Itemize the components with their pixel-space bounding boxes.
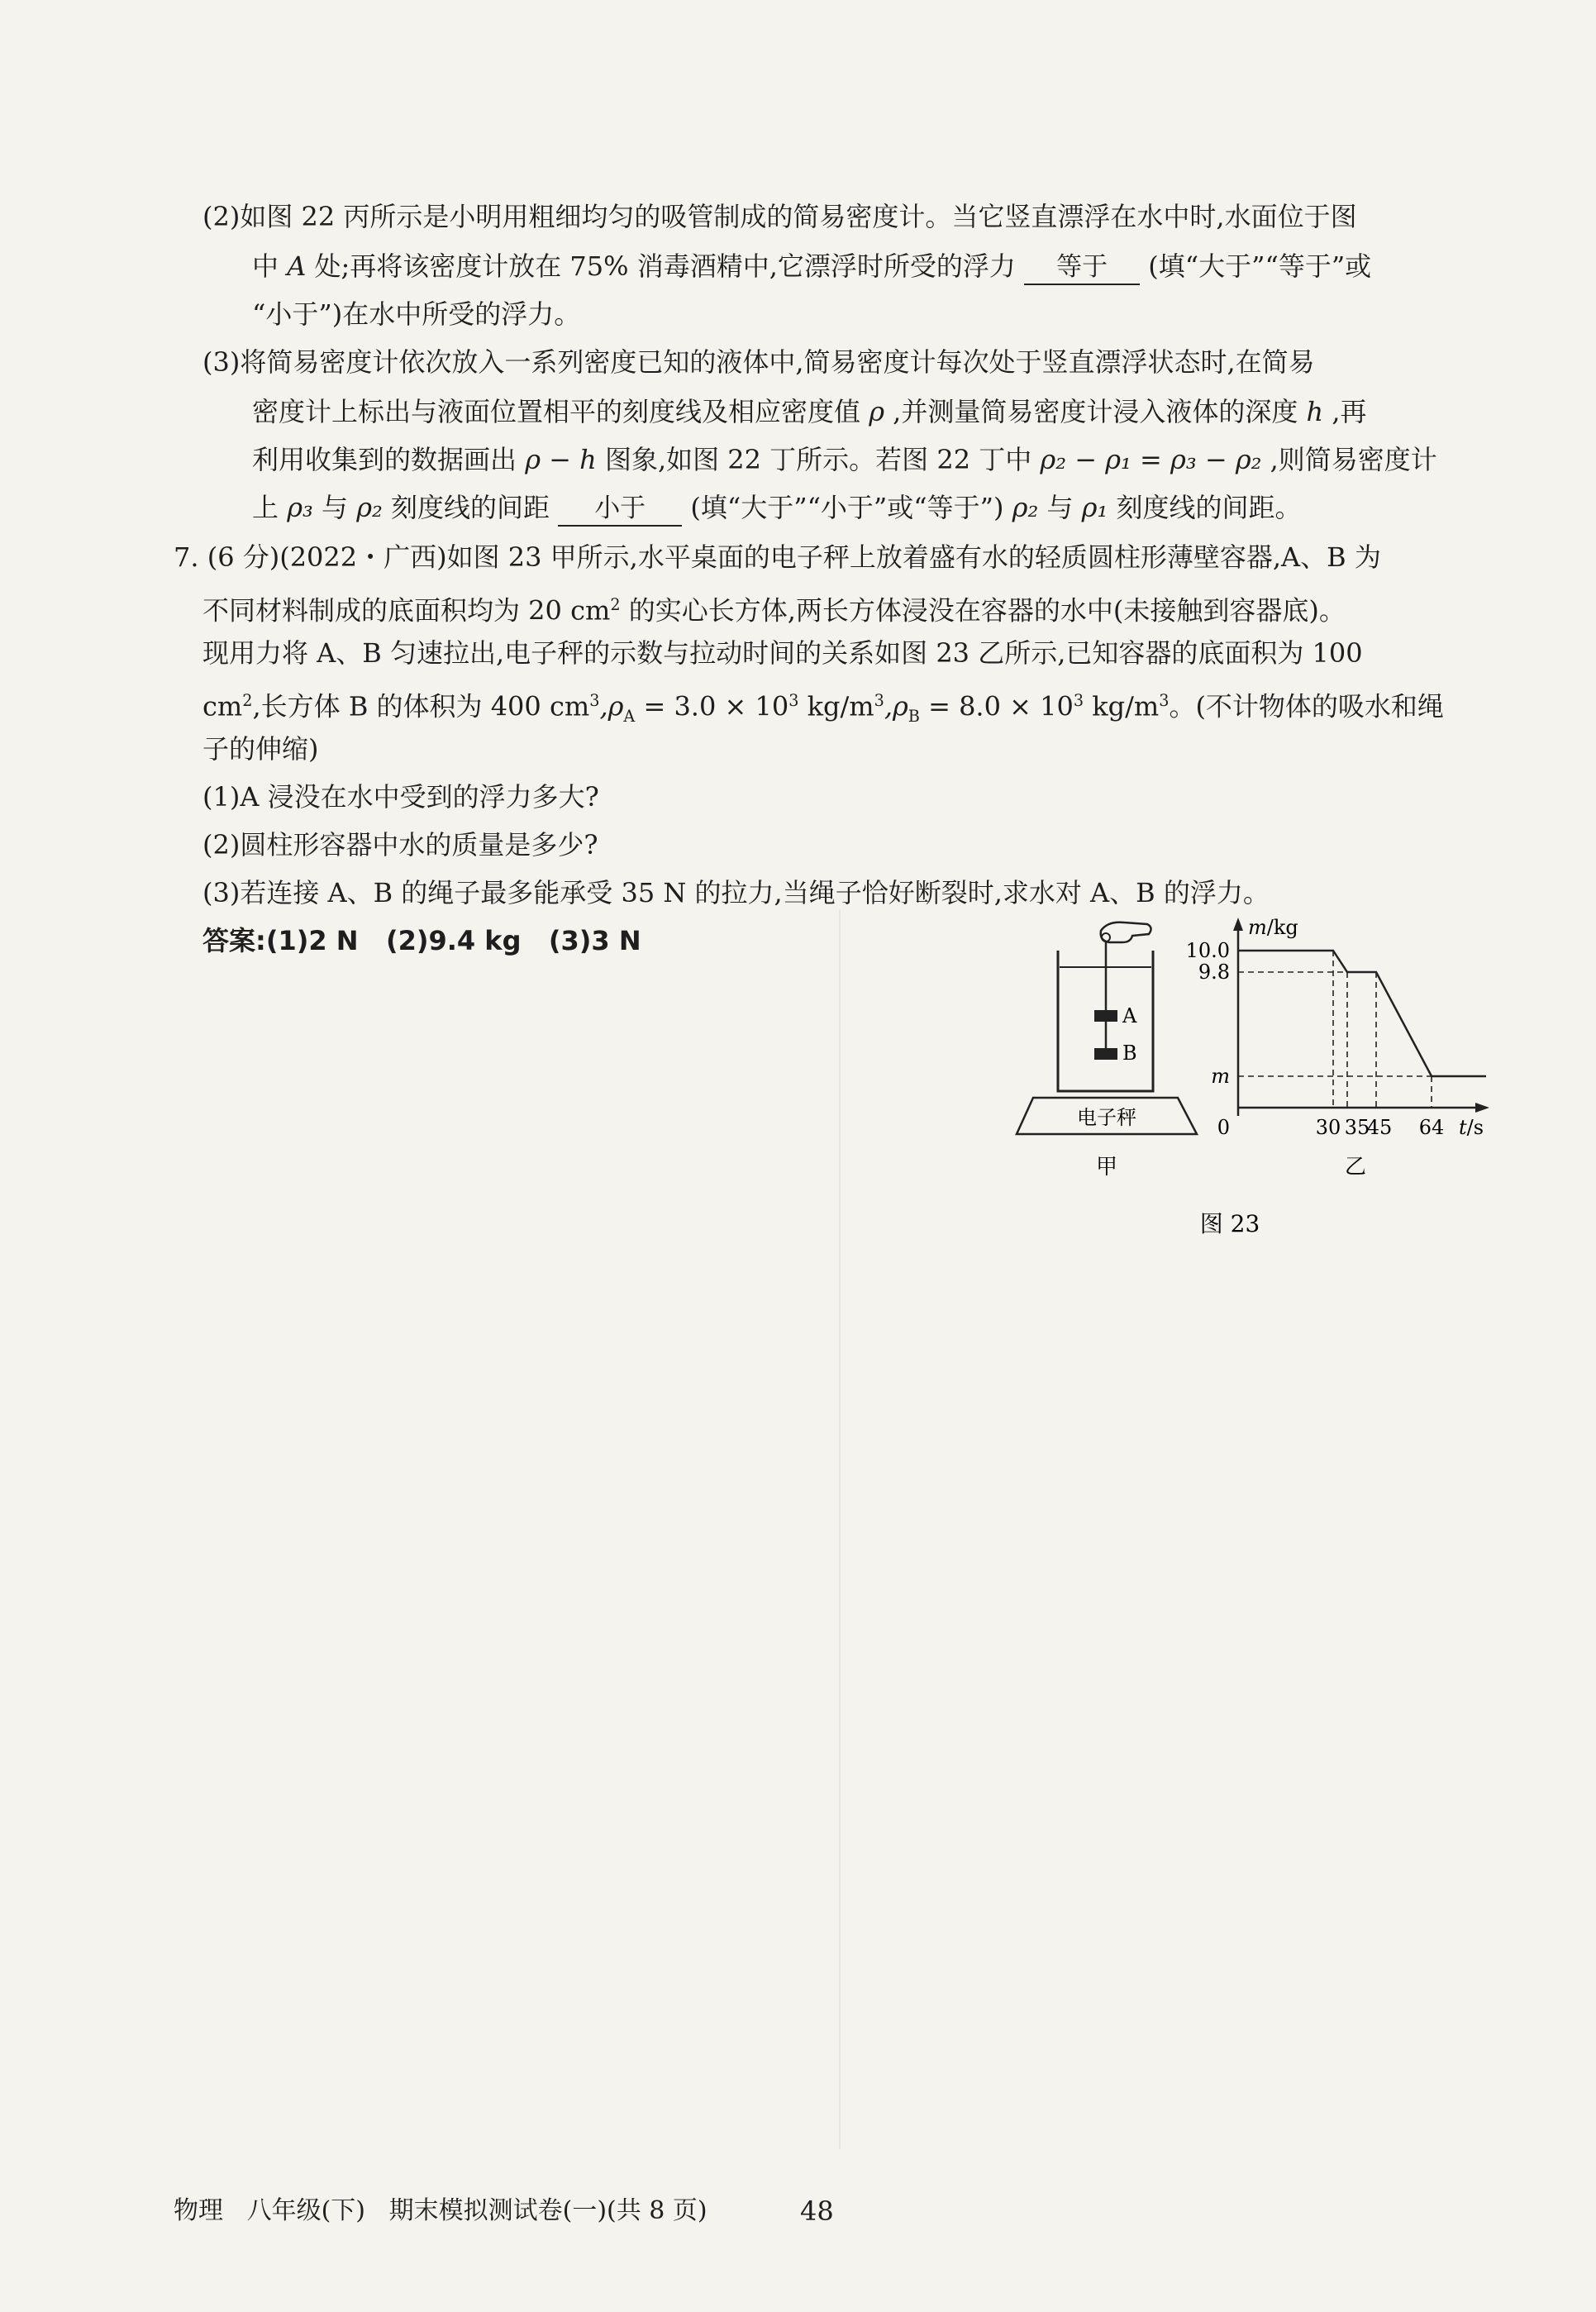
block-a-label: A <box>1122 1004 1137 1027</box>
q7-text: cm <box>202 690 243 722</box>
q6-p3-text: 与 <box>322 492 349 523</box>
q6-p3-text: 刻度线的间距 <box>391 492 550 523</box>
q6-part2-line3 <box>252 298 580 331</box>
hand-icon <box>1101 922 1151 942</box>
rho2-symbol: ρ₂ <box>356 492 383 523</box>
q6-p2-text: 处;再将该密度计放在 75% 消毒酒精中,它漂浮时所受的浮力 <box>314 250 1016 282</box>
data-series-line <box>1238 951 1486 1076</box>
answer-label: 答案: <box>202 925 266 956</box>
ytick-9-8: 9.8 <box>1198 961 1230 984</box>
minus-sign: − <box>541 444 580 475</box>
q6-p3-text: 密度计上标出与液面位置相平的刻度线及相应密度值 <box>252 396 861 427</box>
superscript: 3 <box>1159 691 1170 710</box>
q6-part3-line1 <box>202 346 1315 379</box>
q6-part3-line3 <box>252 443 1437 476</box>
q6-part3-line4 <box>252 491 1302 527</box>
figure-yi-chart <box>1186 916 1489 1180</box>
page-fold <box>839 909 841 2149</box>
q6-p3-text: ,再 <box>1332 396 1367 427</box>
h-symbol: h <box>579 444 597 475</box>
superscript: 3 <box>874 691 884 710</box>
q7-text: ,长方体 B 的体积为 400 cm <box>252 690 590 722</box>
q7-sub1 <box>202 780 599 813</box>
rho-a-symbol: ,ρ <box>599 690 624 722</box>
q7-text: 7. (6 分)(2022・广西)如图 23 甲所示,水平桌面的电子秤上放着盛有水的轻质圆柱形薄壁容器,A、B 为 <box>174 541 1381 573</box>
q7-answer <box>202 924 641 957</box>
q6-p3-answer-blank: 小于 <box>558 492 682 527</box>
q7-sub3 <box>202 876 1270 909</box>
figure-jia-label: 甲 <box>1095 1155 1118 1180</box>
figure-23 <box>1008 909 1504 1256</box>
rho2-symbol: ρ₂ <box>1012 492 1039 523</box>
q7-text: = 3.0 × 10 <box>635 690 789 722</box>
q7-text: 子的伸缩) <box>202 733 319 765</box>
q7-text: 。(不计物体的吸水和绳 <box>1169 690 1444 722</box>
point-a-symbol: A <box>287 250 307 282</box>
q6-p3-text: 利用收集到的数据画出 <box>252 444 517 475</box>
chart-guides <box>1238 951 1432 1108</box>
figure-caption: 图 23 <box>1199 1210 1260 1237</box>
q7-line1 <box>174 541 1381 574</box>
q7-line3 <box>202 636 1363 670</box>
block-b <box>1094 1048 1117 1060</box>
q7-line5 <box>202 732 319 765</box>
x-axis-arrow <box>1475 1103 1489 1113</box>
q6-p3-text: ,并测量简易密度计浸入液体的深度 <box>893 396 1298 427</box>
q7-text: 的实心长方体,两长方体浸没在容器的水中(未接触到容器底)。 <box>620 594 1346 627</box>
density-equation: ρ₂ − ρ₁ = ρ₃ − ρ₂ <box>1040 444 1262 475</box>
superscript: 3 <box>788 691 799 710</box>
rho-symbol: ρ <box>525 444 541 475</box>
xtick-30: 30 <box>1315 1116 1341 1139</box>
q6-part2-line2 <box>252 250 1371 285</box>
hand-grip-icon <box>1102 933 1110 941</box>
q6-p3-text: 刻度线的间距。 <box>1116 492 1302 523</box>
ytick-10: 10.0 <box>1185 939 1230 962</box>
q6-p2-text: “小于”)在水中所受的浮力。 <box>252 298 581 330</box>
q7-text: kg/m <box>1084 690 1160 722</box>
superscript: 3 <box>1073 691 1084 710</box>
q6-p3-text: (填“大于”“小于”或“等于”) <box>690 492 1004 523</box>
rho-b-symbol: ,ρ <box>884 690 908 722</box>
page-number <box>800 2195 834 2228</box>
q6-p2-text: (2)如图 22 丙所示是小明用粗细均匀的吸管制成的简易密度计。当它竖直漂浮在水中时,水面位于图 <box>202 201 1357 232</box>
footer-text: 物理 八年级(下) 期末模拟测试卷(一)(共 8 页) <box>174 2196 707 2225</box>
q7-line4 <box>202 684 1444 733</box>
rho3-symbol: ρ₃ <box>287 492 313 523</box>
subscript: B <box>908 707 920 727</box>
h-symbol: h <box>1306 396 1324 427</box>
q7-text: 现用力将 A、B 匀速拉出,电子秤的示数与拉动时间的关系如图 23 乙所示,已知容器的底面积为 100 <box>202 637 1363 669</box>
y-axis-label: m/kg <box>1248 916 1298 939</box>
superscript: 2 <box>242 691 253 710</box>
q6-p2-text: 中 <box>252 250 279 282</box>
q6-p3-text: 图象,如图 22 丁所示。若图 22 丁中 <box>604 444 1032 475</box>
subscript: A <box>623 707 636 727</box>
block-b-label: B <box>1122 1042 1137 1065</box>
q6-p3-text: 与 <box>1046 492 1074 523</box>
origin-label: 0 <box>1217 1116 1230 1139</box>
xtick-35: 35 <box>1344 1116 1370 1139</box>
q6-p3-text: ,则简易密度计 <box>1270 444 1437 475</box>
figure-jia <box>1017 922 1197 1180</box>
rho-symbol: ρ <box>869 396 884 427</box>
q7-subquestion: (1)A 浸没在水中受到的浮力多大? <box>202 781 599 813</box>
figure-yi-label: 乙 <box>1344 1155 1367 1180</box>
q6-part2-line1 <box>202 200 1357 233</box>
q7-subquestion: (2)圆柱形容器中水的质量是多少? <box>202 829 598 860</box>
y-axis-arrow <box>1233 918 1243 931</box>
ytick-m: m <box>1211 1065 1230 1088</box>
q7-sub2 <box>202 828 598 861</box>
superscript: 3 <box>589 691 600 710</box>
q7-text: kg/m <box>798 690 874 722</box>
block-a <box>1094 1010 1117 1022</box>
q6-part3-line2 <box>252 395 1367 428</box>
superscript: 2 <box>610 595 621 614</box>
q7-subquestion: (3)若连接 A、B 的绳子最多能承受 35 N 的拉力,当绳子恰好断裂时,求水对 A、B 的浮力。 <box>202 877 1270 908</box>
q7-text: 不同材料制成的底面积均为 20 cm <box>202 594 611 627</box>
scale-label: 电子秤 <box>1077 1106 1136 1129</box>
xtick-64: 64 <box>1418 1116 1445 1139</box>
xtick-45: 45 <box>1366 1116 1393 1139</box>
x-axis-label: t/s <box>1459 1116 1484 1139</box>
footer-info <box>174 2195 707 2228</box>
rho1-symbol: ρ₁ <box>1081 492 1108 523</box>
q6-p3-text: (3)将简易密度计依次放入一系列密度已知的液体中,简易密度计每次处于竖直漂浮状态时,在简易 <box>202 346 1315 378</box>
q6-p3-text: 上 <box>252 492 279 523</box>
q7-text: = 8.0 × 10 <box>919 690 1074 722</box>
answer-text: (1)2 N (2)9.4 kg (3)3 N <box>265 925 641 956</box>
q6-p2-text: (填“大于”“等于”或 <box>1148 250 1372 282</box>
q6-p2-answer-blank: 等于 <box>1024 250 1140 285</box>
q7-line2 <box>202 589 1346 627</box>
page-number-text: 48 <box>800 2195 834 2227</box>
